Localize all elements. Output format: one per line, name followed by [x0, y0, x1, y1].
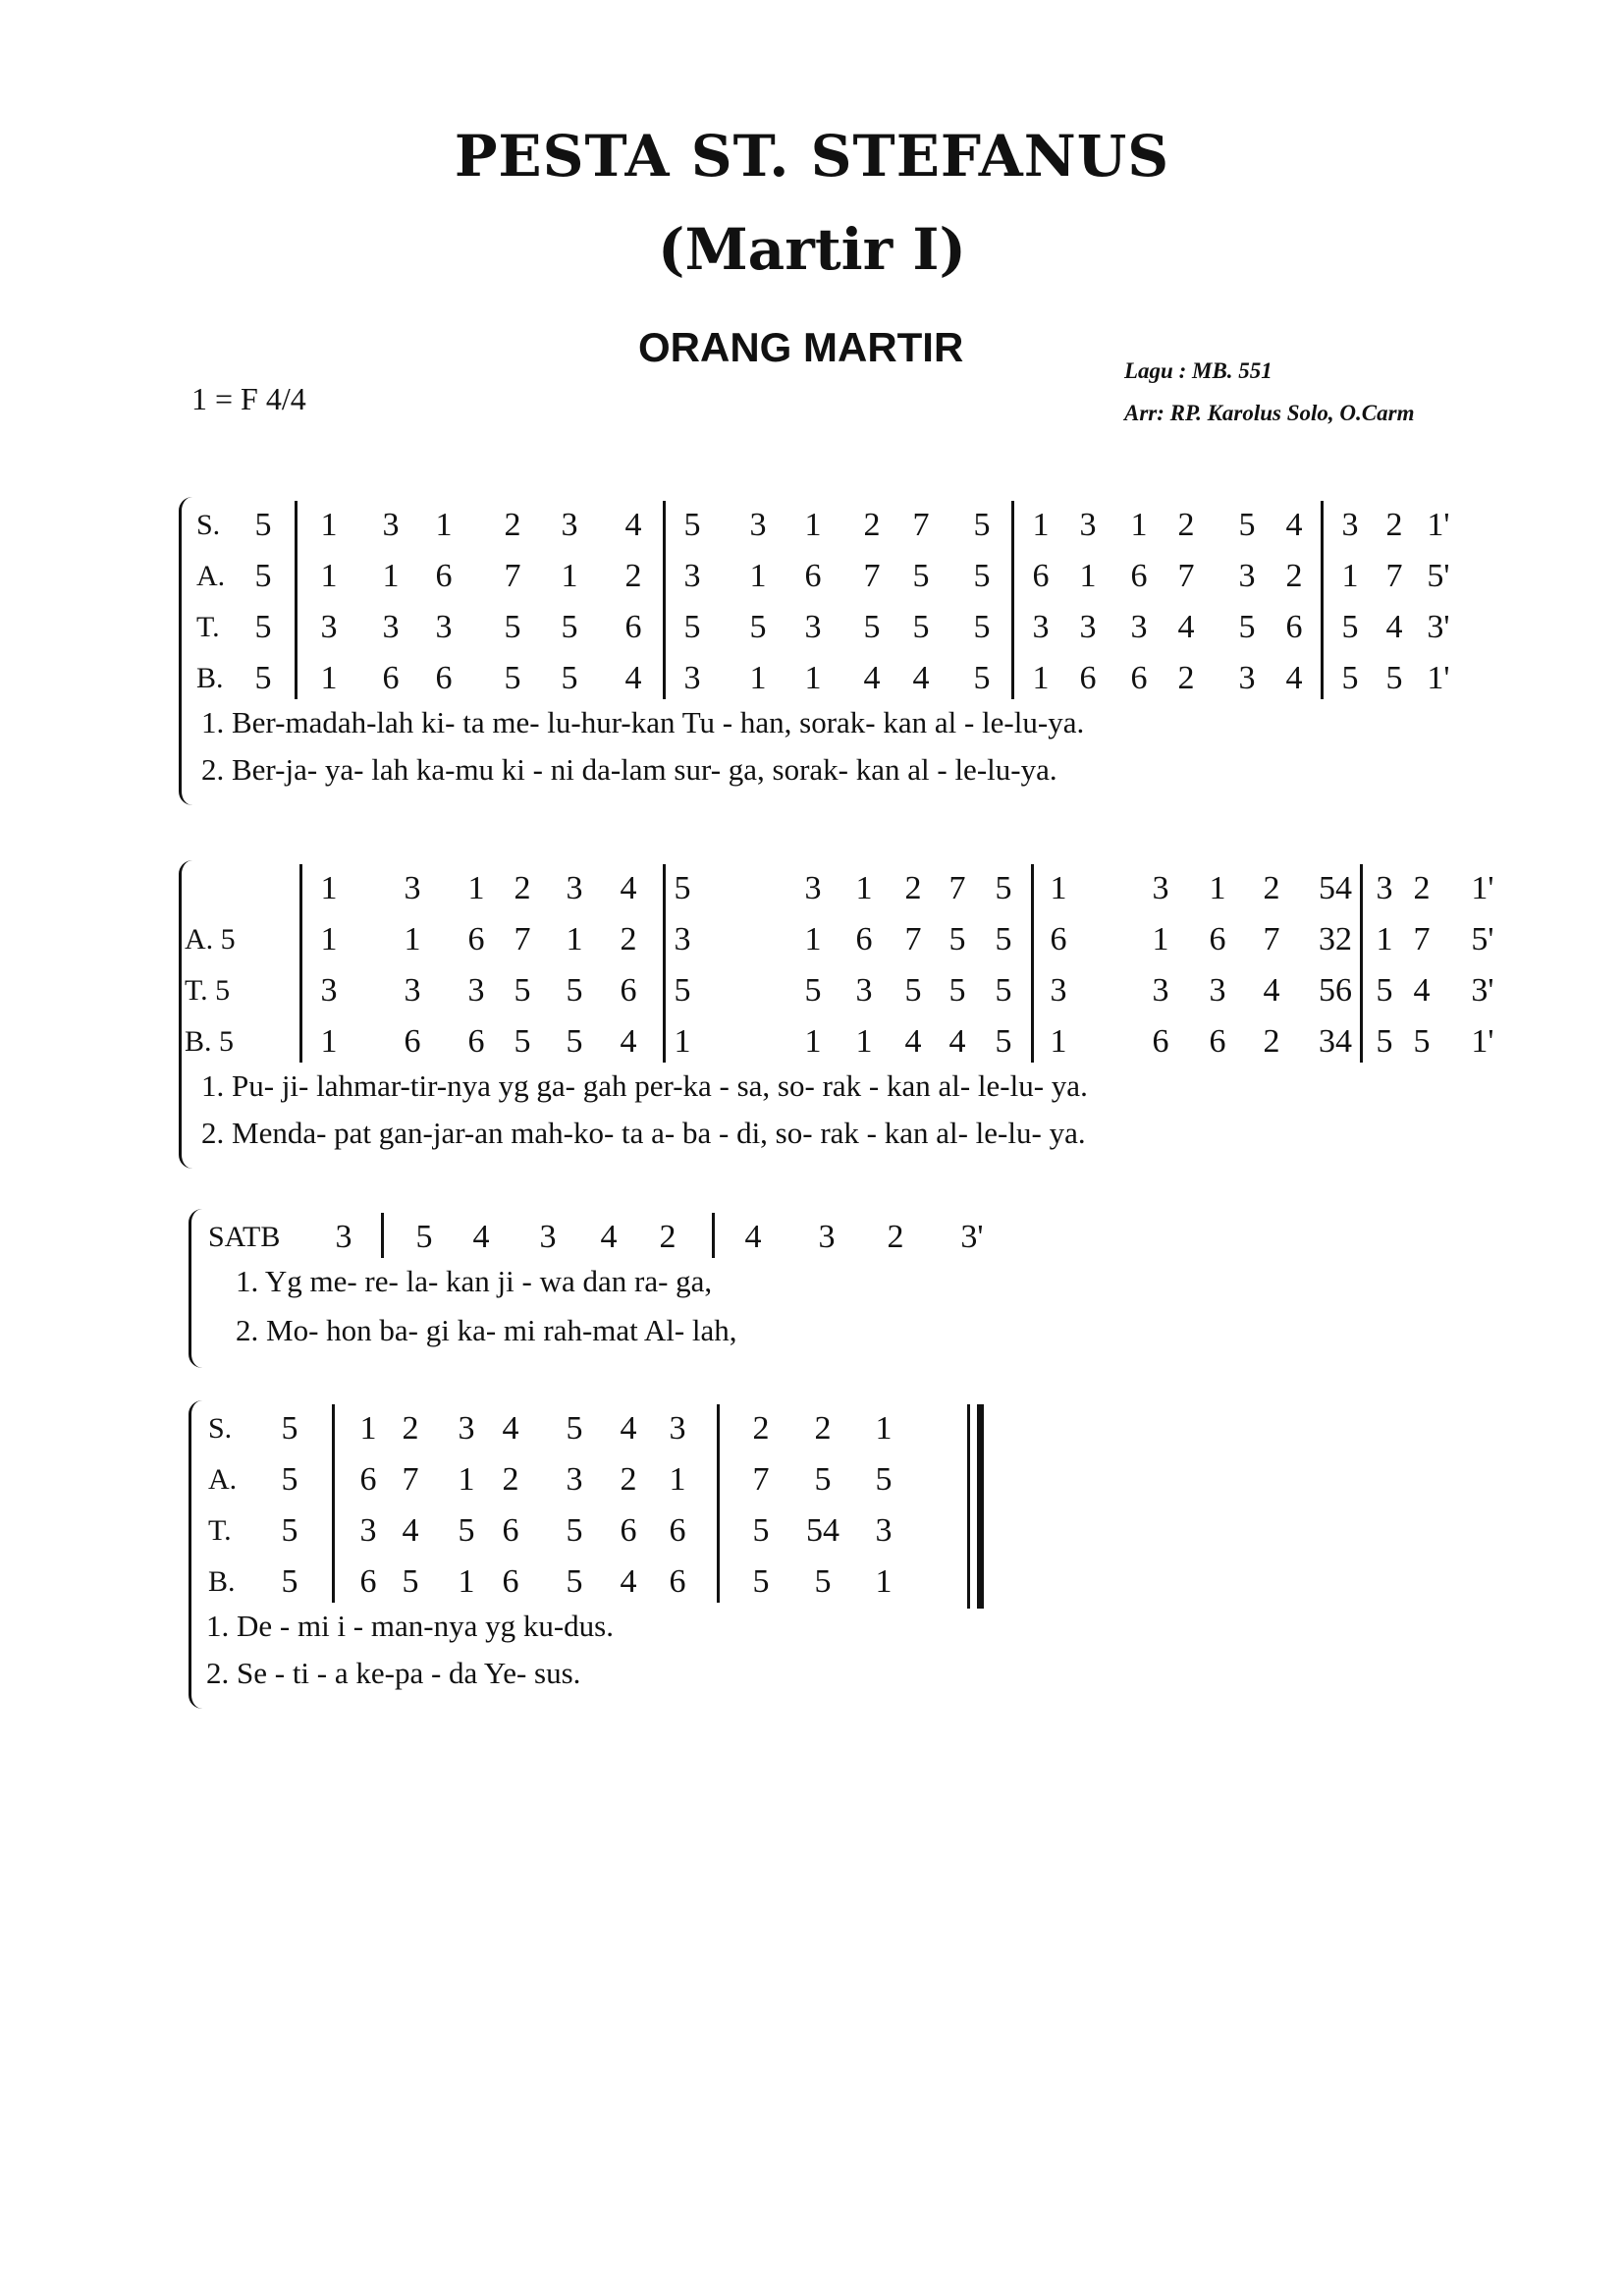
note: 1	[566, 921, 583, 957]
voice-row	[0, 966, 1624, 1015]
note: 3	[1152, 870, 1169, 906]
barline	[1321, 501, 1324, 699]
note: 32	[1319, 921, 1352, 957]
note: 1	[320, 921, 338, 957]
lyric-line: 2. Se - ti - a ke-pa - da Ye- sus.	[206, 1656, 581, 1690]
note: 2	[502, 1461, 519, 1498]
barline	[1360, 864, 1363, 1063]
note: 2	[620, 921, 637, 957]
note: 1	[749, 660, 767, 696]
note: 6	[467, 921, 485, 957]
note: 3	[683, 558, 701, 594]
note: 1	[804, 921, 822, 957]
note: 3	[382, 609, 400, 645]
note: 5	[674, 870, 691, 906]
note: 3	[1152, 972, 1169, 1009]
note: 2	[514, 870, 531, 906]
note: 7	[504, 558, 521, 594]
note: 3	[359, 1512, 377, 1549]
voice-label: A. 5	[185, 923, 236, 956]
note: 1	[561, 558, 578, 594]
note: 2	[1177, 507, 1195, 543]
note: 5	[566, 1023, 583, 1060]
note: 2	[752, 1410, 770, 1447]
note: 5	[281, 1512, 298, 1549]
voice-label: T.	[208, 1514, 232, 1547]
lyric-line: 1. Yg me- re- la- kan ji - wa dan ra- ga,	[236, 1264, 713, 1298]
note: 1	[1032, 660, 1050, 696]
note: 1'	[1471, 1023, 1494, 1060]
note: 2	[1263, 870, 1280, 906]
note: 2	[863, 507, 881, 543]
voice-row	[0, 1017, 1624, 1066]
voice-row	[0, 603, 1624, 652]
note: 3'	[960, 1219, 984, 1255]
note: 4	[620, 1410, 637, 1447]
note: 3	[875, 1512, 893, 1549]
note: 56	[1319, 972, 1352, 1009]
note: 5	[683, 609, 701, 645]
note: 1	[804, 660, 822, 696]
note: 5	[904, 972, 922, 1009]
note: 5	[973, 558, 991, 594]
note: 4	[624, 660, 642, 696]
note: 5	[912, 609, 930, 645]
note: 34	[1319, 1023, 1352, 1060]
final-barline-thick	[977, 1404, 984, 1609]
note: 6	[1130, 660, 1148, 696]
note: 3	[404, 972, 421, 1009]
note: 3	[458, 1410, 475, 1447]
note: 7	[912, 507, 930, 543]
note: 1	[674, 1023, 691, 1060]
note: 1	[435, 507, 453, 543]
note: 3	[1050, 972, 1067, 1009]
subtitle: ORANG MARTIR	[638, 324, 964, 370]
note: 6	[359, 1563, 377, 1600]
barline	[299, 864, 302, 1063]
barline	[663, 501, 666, 699]
note: 5	[995, 972, 1012, 1009]
note: 7	[1177, 558, 1195, 594]
voice-label: T. 5	[185, 974, 231, 1007]
note: 6	[620, 972, 637, 1009]
note: 5	[254, 660, 272, 696]
note: 1	[320, 870, 338, 906]
note: 7	[863, 558, 881, 594]
note: 5	[281, 1410, 298, 1447]
note: 3	[1130, 609, 1148, 645]
note: 2	[620, 1461, 637, 1498]
note: 1	[855, 870, 873, 906]
note: 5	[514, 972, 531, 1009]
note: 6	[435, 558, 453, 594]
lyric-line: 2. Ber-ja- ya- lah ka-mu ki - ni da-lam sur- ga, sorak- kan al - le-lu-ya.	[201, 752, 1057, 787]
key-signature: 1 = F 4/4	[191, 381, 306, 416]
note: 7	[1413, 921, 1431, 957]
note: 3	[467, 972, 485, 1009]
note: 5	[912, 558, 930, 594]
note: 1	[1209, 870, 1226, 906]
note: 2	[1385, 507, 1403, 543]
note: 5	[1238, 507, 1256, 543]
note: 5'	[1427, 558, 1450, 594]
note: 3	[855, 972, 873, 1009]
note: 5	[458, 1512, 475, 1549]
note: 3	[320, 972, 338, 1009]
note: 5	[254, 558, 272, 594]
note: 7	[1263, 921, 1280, 957]
voice-label: S.	[196, 509, 221, 541]
note: 5	[504, 660, 521, 696]
note: 6	[804, 558, 822, 594]
note: 1	[749, 558, 767, 594]
note: 3	[335, 1219, 352, 1255]
note: 1	[458, 1461, 475, 1498]
note: 1	[1376, 921, 1393, 957]
note: 3	[320, 609, 338, 645]
note: 6	[669, 1512, 686, 1549]
note: 1	[458, 1563, 475, 1600]
note: 6	[1079, 660, 1097, 696]
note: 5	[566, 1563, 583, 1600]
note: 1	[320, 558, 338, 594]
note: 3	[804, 609, 822, 645]
note: 5	[674, 972, 691, 1009]
title-line-2: (Martir I)	[658, 216, 966, 283]
barline	[332, 1404, 335, 1603]
note: 3	[404, 870, 421, 906]
barline	[381, 1213, 384, 1258]
note: 2	[402, 1410, 419, 1447]
note: 1	[382, 558, 400, 594]
voice-row	[0, 864, 1624, 913]
note: 4	[600, 1219, 618, 1255]
barline	[712, 1213, 715, 1258]
note: 3'	[1427, 609, 1450, 645]
note: 6	[1130, 558, 1148, 594]
note: 2	[904, 870, 922, 906]
note: 3	[1032, 609, 1050, 645]
note: 4	[472, 1219, 490, 1255]
note: 5	[948, 972, 966, 1009]
note: 5	[1413, 1023, 1431, 1060]
note: 1'	[1427, 507, 1450, 543]
note: 7	[402, 1461, 419, 1498]
note: 3	[674, 921, 691, 957]
note: 4	[620, 1023, 637, 1060]
note: 2	[887, 1219, 904, 1255]
note: 5	[973, 660, 991, 696]
note: 3	[1079, 609, 1097, 645]
voice-row	[0, 1213, 1624, 1262]
note: 5	[814, 1563, 832, 1600]
note: 4	[1385, 609, 1403, 645]
note: 3	[1238, 660, 1256, 696]
note: 6	[435, 660, 453, 696]
lyric-line: 1. Pu- ji- lahmar-tir-nya yg ga- gah per-ka - sa, so- rak - kan al- le-lu- ya.	[201, 1068, 1088, 1103]
note: 7	[904, 921, 922, 957]
note: 5	[752, 1563, 770, 1600]
note: 6	[620, 1512, 637, 1549]
note: 3	[669, 1410, 686, 1447]
note: 1	[804, 1023, 822, 1060]
note: 4	[744, 1219, 762, 1255]
voice-label: B.	[208, 1565, 236, 1598]
note: 1	[1130, 507, 1148, 543]
note: 5	[749, 609, 767, 645]
note: 4	[1177, 609, 1195, 645]
note: 5	[402, 1563, 419, 1600]
note: 3	[566, 870, 583, 906]
note: 5	[1341, 609, 1359, 645]
note: 1	[1152, 921, 1169, 957]
note: 5	[566, 1410, 583, 1447]
note: 5	[948, 921, 966, 957]
note: 5	[1238, 609, 1256, 645]
note: 3	[818, 1219, 836, 1255]
note: 1	[875, 1563, 893, 1600]
note: 5	[281, 1461, 298, 1498]
note: 6	[1209, 1023, 1226, 1060]
note: 6	[1152, 1023, 1169, 1060]
note: 1	[875, 1410, 893, 1447]
voice-label: A.	[196, 560, 226, 592]
note: 3	[749, 507, 767, 543]
voice-row	[0, 501, 1624, 550]
note: 4	[624, 507, 642, 543]
note: 6	[1209, 921, 1226, 957]
note: 5	[995, 870, 1012, 906]
voice-row	[0, 1455, 1624, 1504]
note: 4	[912, 660, 930, 696]
note: 5	[752, 1512, 770, 1549]
note: 4	[948, 1023, 966, 1060]
barline	[1031, 864, 1034, 1063]
note: 7	[752, 1461, 770, 1498]
note: 4	[1285, 660, 1303, 696]
note: 6	[624, 609, 642, 645]
note: 3	[683, 660, 701, 696]
voice-row	[0, 654, 1624, 703]
barline	[717, 1404, 720, 1603]
voice-row	[0, 1404, 1624, 1453]
voice-label: B. 5	[185, 1025, 235, 1058]
note: 1	[1032, 507, 1050, 543]
note: 2	[1263, 1023, 1280, 1060]
voice-label: B.	[196, 662, 224, 694]
note: 1	[1050, 870, 1067, 906]
note: 7	[948, 870, 966, 906]
note: 6	[382, 660, 400, 696]
note: 5	[995, 921, 1012, 957]
note: 5	[561, 660, 578, 696]
final-barline	[967, 1404, 970, 1609]
voice-label: S.	[208, 1412, 233, 1445]
note: 5	[254, 609, 272, 645]
note: 1	[804, 507, 822, 543]
voice-row	[0, 1558, 1624, 1607]
lagu-credit: Lagu : MB. 551	[1124, 358, 1272, 383]
note: 7	[1385, 558, 1403, 594]
note: 5	[973, 507, 991, 543]
note: 4	[402, 1512, 419, 1549]
note: 3	[804, 870, 822, 906]
note: 6	[1050, 921, 1067, 957]
note: 3	[1079, 507, 1097, 543]
note: 6	[467, 1023, 485, 1060]
note: 6	[1032, 558, 1050, 594]
note: 3	[561, 507, 578, 543]
note: 2	[1413, 870, 1431, 906]
note: 5'	[1471, 921, 1494, 957]
note: 4	[1413, 972, 1431, 1009]
note: 1	[1050, 1023, 1067, 1060]
voice-row	[0, 915, 1624, 964]
note: 1	[467, 870, 485, 906]
note: 4	[502, 1410, 519, 1447]
note: 1'	[1427, 660, 1450, 696]
note: 5	[1376, 972, 1393, 1009]
note: 6	[502, 1563, 519, 1600]
voice-label: SATB	[208, 1221, 281, 1253]
note: 5	[254, 507, 272, 543]
note: 54	[806, 1512, 839, 1549]
note: 3	[1341, 507, 1359, 543]
voice-label: T.	[196, 611, 220, 643]
note: 4	[904, 1023, 922, 1060]
note: 5	[1376, 1023, 1393, 1060]
note: 5	[804, 972, 822, 1009]
lyric-line: 2. Mo- hon ba- gi ka- mi rah-mat Al- lah,	[236, 1313, 737, 1347]
note: 1	[855, 1023, 873, 1060]
voice-label: A.	[208, 1463, 238, 1496]
note: 3'	[1471, 972, 1494, 1009]
note: 2	[1285, 558, 1303, 594]
note: 5	[504, 609, 521, 645]
note: 2	[1177, 660, 1195, 696]
barline	[1011, 501, 1014, 699]
note: 4	[1285, 507, 1303, 543]
note: 2	[504, 507, 521, 543]
note: 1	[404, 921, 421, 957]
note: 5	[995, 1023, 1012, 1060]
note: 3	[435, 609, 453, 645]
barline	[295, 501, 298, 699]
note: 7	[514, 921, 531, 957]
note: 54	[1319, 870, 1352, 906]
note: 5	[973, 609, 991, 645]
note: 5	[415, 1219, 433, 1255]
note: 6	[855, 921, 873, 957]
note: 2	[624, 558, 642, 594]
note: 1'	[1471, 870, 1494, 906]
note: 1	[320, 660, 338, 696]
note: 6	[404, 1023, 421, 1060]
note: 3	[566, 1461, 583, 1498]
note: 5	[561, 609, 578, 645]
note: 5	[566, 972, 583, 1009]
note: 3	[1209, 972, 1226, 1009]
lyric-line: 1. Ber-madah-lah ki- ta me- lu-hur-kan Tu - han, sorak- kan al - le-lu-ya.	[201, 705, 1085, 739]
note: 1	[1079, 558, 1097, 594]
note: 1	[1341, 558, 1359, 594]
note: 1	[669, 1461, 686, 1498]
note: 5	[814, 1461, 832, 1498]
lyric-line: 2. Menda- pat gan-jar-an mah-ko- ta a- ba - di, so- rak - kan al- le-lu- ya.	[201, 1116, 1086, 1150]
note: 4	[1263, 972, 1280, 1009]
voice-row	[0, 552, 1624, 601]
note: 5	[566, 1512, 583, 1549]
barline	[663, 864, 666, 1063]
note: 4	[620, 1563, 637, 1600]
note: 4	[620, 870, 637, 906]
note: 4	[863, 660, 881, 696]
note: 3	[1238, 558, 1256, 594]
note: 5	[514, 1023, 531, 1060]
note: 2	[659, 1219, 677, 1255]
note: 3	[1376, 870, 1393, 906]
title-line-1: PESTA ST. STEFANUS	[454, 123, 1170, 190]
note: 3	[539, 1219, 557, 1255]
note: 5	[875, 1461, 893, 1498]
arranger-credit: Arr: RP. Karolus Solo, O.Carm	[1124, 401, 1415, 425]
note: 6	[1285, 609, 1303, 645]
note: 6	[669, 1563, 686, 1600]
note: 1	[320, 1023, 338, 1060]
note: 1	[359, 1410, 377, 1447]
note: 1	[320, 507, 338, 543]
note: 6	[502, 1512, 519, 1549]
note: 5	[683, 507, 701, 543]
note: 5	[863, 609, 881, 645]
note: 5	[1341, 660, 1359, 696]
voice-row	[0, 1506, 1624, 1556]
note: 5	[281, 1563, 298, 1600]
note: 2	[814, 1410, 832, 1447]
note: 3	[382, 507, 400, 543]
lyric-line: 1. De - mi i - man-nya yg ku-dus.	[206, 1609, 614, 1643]
note: 6	[359, 1461, 377, 1498]
note: 5	[1385, 660, 1403, 696]
